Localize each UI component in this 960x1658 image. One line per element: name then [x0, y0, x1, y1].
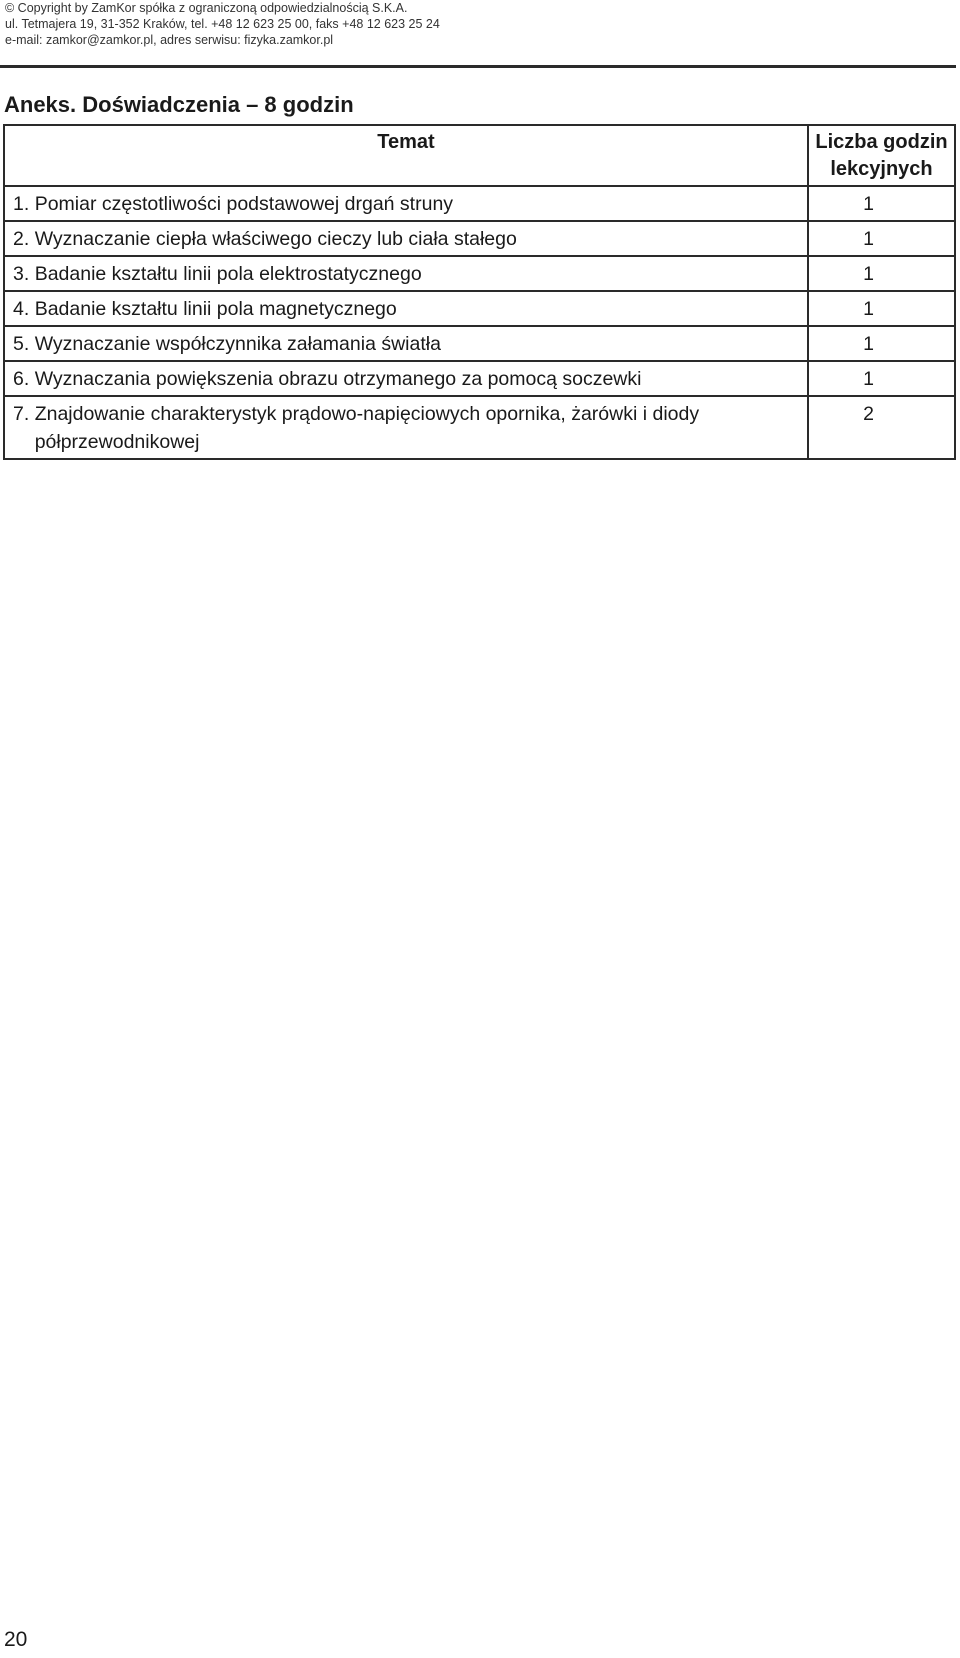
topic-cell: [4, 221, 808, 256]
hours-cell: 1: [808, 256, 955, 291]
table-row: [4, 291, 955, 326]
topic-cell: [4, 396, 808, 459]
table-row: [4, 326, 955, 361]
table-row: [4, 256, 955, 291]
topic-number: 2.: [13, 228, 30, 250]
hours-cell: 1: [808, 186, 955, 221]
hours-cell: 1: [808, 361, 955, 396]
topic-cell: [4, 186, 808, 221]
topic-number: 5.: [13, 333, 30, 355]
topic-text: Badanie kształtu linii pola elektrostatycznego: [34, 263, 422, 285]
topic-text: Wyznaczanie współczynnika załamania światła: [34, 333, 441, 355]
hours-cell: 1: [808, 326, 955, 361]
topic-text: Wyznaczania powiększenia obrazu otrzymanego za pomocą soczewki: [34, 368, 642, 390]
hours-cell: 1: [808, 221, 955, 256]
topic-number: 1.: [13, 193, 30, 215]
topic-number: 3.: [13, 263, 30, 285]
copyright-line-2: ul. Tetmajera 19, 31-352 Kraków, tel. +48 12 623 25 00, faks +48 12 623 25 24: [5, 17, 440, 31]
copyright-line-1: © Copyright by ZamKor spółka z ograniczoną odpowiedzialnością S.K.A.: [5, 1, 408, 15]
copyright-block: [5, 0, 440, 48]
hours-cell: 2: [808, 396, 955, 459]
topic-number: 4.: [13, 298, 30, 320]
table-row: [4, 361, 955, 396]
topic-cell: [4, 256, 808, 291]
topic-text: Pomiar częstotliwości podstawowej drgań struny: [34, 193, 454, 215]
topic-text: Badanie kształtu linii pola magnetycznego: [34, 298, 397, 320]
hours-cell: 1: [808, 291, 955, 326]
topic-cell: [4, 291, 808, 326]
topic-text: Znajdowanie charakterystyk prądowo-napięciowych opornika, żarówki i diody półprzewodnikowej: [34, 403, 700, 453]
table-row: [4, 186, 955, 221]
table-row: [4, 396, 955, 459]
topic-cell: [4, 326, 808, 361]
copyright-line-3: e-mail: zamkor@zamkor.pl, adres serwisu: fizyka.zamkor.pl: [5, 33, 334, 47]
topic-number: 7.: [13, 403, 30, 425]
topic-text: Wyznaczanie ciepła właściwego cieczy lub ciała stałego: [34, 228, 517, 250]
topic-cell: [4, 361, 808, 396]
page-number: 20: [4, 1628, 28, 1651]
column-header-topic: Temat: [4, 125, 808, 186]
column-header-hours: Liczba godzin lekcyjnych: [808, 125, 955, 186]
table-header-row: [4, 125, 955, 186]
header-divider: [0, 65, 956, 68]
table-body: [4, 186, 955, 459]
experiments-table: [3, 124, 956, 460]
topic-number: 6.: [13, 368, 30, 390]
section-title: Aneks. Doświadczenia – 8 godzin: [4, 92, 354, 117]
table-row: [4, 221, 955, 256]
